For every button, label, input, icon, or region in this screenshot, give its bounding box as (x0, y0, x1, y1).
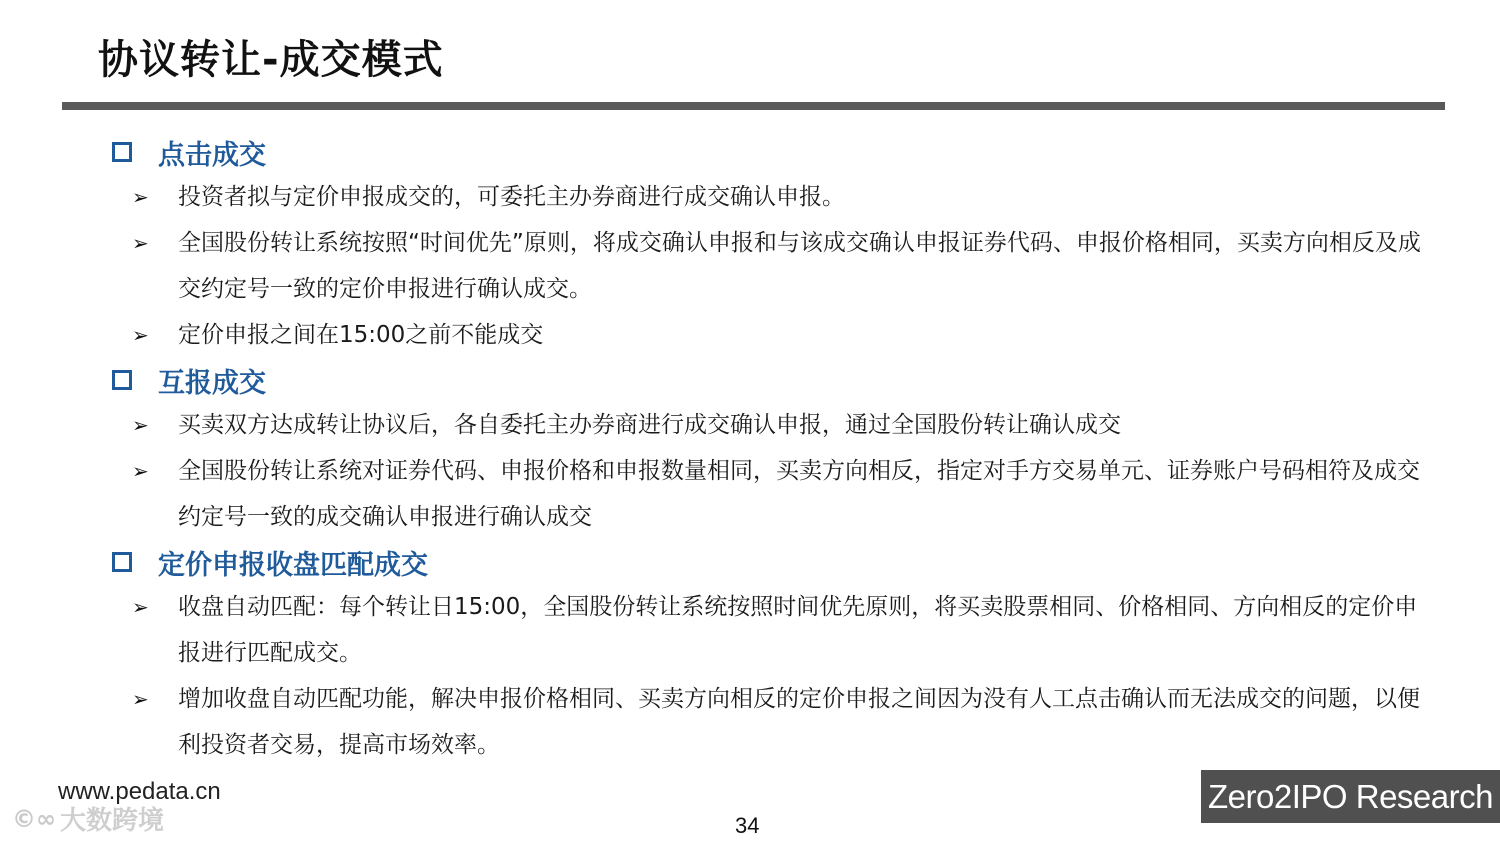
arrowhead-icon: ➢ (132, 459, 149, 483)
bullet-text: 增加收盘自动匹配功能，解决申报价格相同、买卖方向相反的定价申报之间因为没有人工点击确认而无法成交的问题，以便利投资者交易，提高市场效率。 (178, 686, 1420, 758)
footer-url: www.pedata.cn (58, 778, 221, 805)
section-heading (110, 358, 1440, 402)
section-heading (110, 130, 1440, 174)
slide-content (110, 130, 1440, 768)
bullet-text: 收盘自动匹配：每个转让日15:00，全国股份转让系统按照时间优先原则，将买卖股票相同、价格相同、方向相反的定价申报进行匹配成交。 (178, 594, 1418, 666)
slide-title: 协议转让-成交模式 (98, 37, 444, 83)
brand-logo: Zero2IPO Research (1201, 770, 1500, 823)
section-heading-label: 点击成交 (158, 139, 266, 171)
watermark-logo-icon: ©∞ (12, 804, 56, 833)
bullet-item (132, 584, 1440, 676)
arrowhead-icon: ➢ (132, 687, 149, 711)
bullet-text: 投资者拟与定价申报成交的，可委托主办券商进行成交确认申报。 (178, 184, 845, 210)
bullet-text: 全国股份转让系统按照“时间优先”原则，将成交确认申报和与该成交确认申报证券代码、申报价格相同，买卖方向相反及成交约定号一致的定价申报进行确认成交。 (178, 230, 1421, 302)
section-heading (110, 540, 1440, 584)
page-number: 34 (735, 813, 760, 838)
section-heading-label: 定价申报收盘匹配成交 (158, 549, 428, 581)
watermark-text: 大数跨境 (60, 806, 165, 836)
title-divider (62, 102, 1445, 110)
bullet-text: 定价申报之间在15:00之前不能成交 (178, 322, 544, 348)
hollow-square-icon (112, 370, 132, 390)
bullet-item (132, 402, 1440, 448)
arrowhead-icon: ➢ (132, 323, 149, 347)
bullet-item (132, 220, 1440, 312)
arrowhead-icon: ➢ (132, 413, 149, 437)
bullet-item (132, 174, 1440, 220)
hollow-square-icon (112, 142, 132, 162)
hollow-square-icon (112, 552, 132, 572)
arrowhead-icon: ➢ (132, 595, 149, 619)
arrowhead-icon: ➢ (132, 185, 149, 209)
section-heading-label: 互报成交 (158, 367, 266, 399)
bullet-item (132, 312, 1440, 358)
bullet-item (132, 448, 1440, 540)
arrowhead-icon: ➢ (132, 231, 149, 255)
bullet-text: 买卖双方达成转让协议后，各自委托主办券商进行成交确认申报，通过全国股份转让确认成交 (178, 412, 1121, 438)
bullet-text: 全国股份转让系统对证券代码、申报价格和申报数量相同，买卖方向相反，指定对手方交易单元、证券账户号码相符及成交约定号一致的成交确认申报进行确认成交 (178, 458, 1420, 530)
bullet-item (132, 676, 1440, 768)
watermark (12, 800, 164, 837)
